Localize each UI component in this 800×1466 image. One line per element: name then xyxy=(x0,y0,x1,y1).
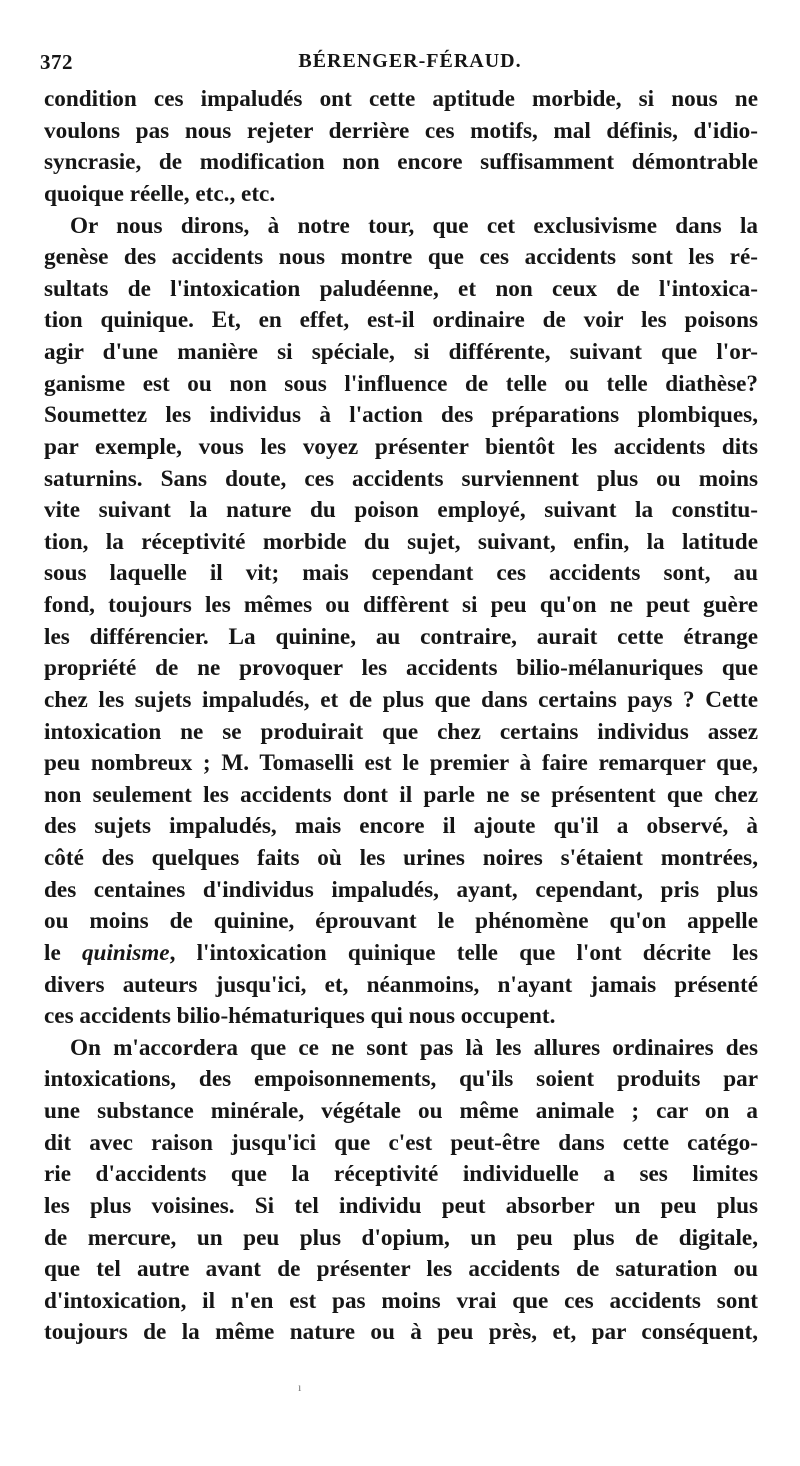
text-line: agir d'une manière si spéciale, si différente, suivant que l'or- xyxy=(44,339,758,365)
footer-mark: ı xyxy=(298,1380,302,1394)
text-line: voulons pas nous rejeter derrière ces motifs, mal définis, d'idio- xyxy=(44,117,758,144)
text-line: tion, la réceptivité morbide du sujet, suivant, enfin, la latitude xyxy=(44,528,758,555)
text-line: intoxication ne se produirait que chez certains individus assez xyxy=(44,718,758,745)
text-line: vite suivant la nature du poison employé, suivant la constitu- xyxy=(44,497,758,524)
text-line: fond, toujours les mêmes ou diffèrent si peu qu'on ne peut guère xyxy=(44,592,758,618)
text-line: une substance minérale, végétale ou même animale ; car on a xyxy=(44,1098,758,1124)
text-line: Soumettez les individus à l'action des préparations plombiques, xyxy=(44,402,758,429)
text-line: genèse des accidents nous montre que ces accidents sont les ré- xyxy=(44,244,758,271)
text-line: ou moins de quinine, éprouvant le phénomène qu'on appelle xyxy=(44,908,758,935)
text-run: le xyxy=(44,939,82,966)
paragraph-start-line: Or nous dirons, à notre tour, que cet exclusivisme dans la xyxy=(70,212,758,239)
text-line: des sujets impaludés, mais encore il ajoute qu'il a observé, à xyxy=(44,813,758,840)
running-head xyxy=(40,50,760,80)
text-line: condition ces impaludés ont cette aptitude morbide, si nous ne xyxy=(44,86,758,112)
italic-term: quinisme xyxy=(81,939,170,966)
text-line: côté des quelques faits où les urines noires s'étaient montrées, xyxy=(44,845,758,871)
text-line: sultats de l'intoxication paludéenne, et non ceux de l'intoxica- xyxy=(44,275,758,302)
text-line: des centaines d'individus impaludés, ayant, cependant, pris plus xyxy=(44,876,758,903)
text-line: dit avec raison jusqu'ici que c'est peut-être dans cette catégo- xyxy=(44,1129,758,1156)
text-line: chez les sujets impaludés, et de plus que dans certains pays ? Cette xyxy=(44,686,758,713)
text-line: d'intoxication, il n'en est pas moins vrai que ces accidents sont xyxy=(44,1287,758,1314)
text-line: les plus voisines. Si tel individu peut absorber un peu plus xyxy=(44,1192,758,1219)
paragraph-end-line: ces accidents bilio-hématuriques qui nous occupent. xyxy=(44,1003,556,1030)
text-line: les différencier. La quinine, au contraire, aurait cette étrange xyxy=(44,623,758,650)
text-line: propriété de ne provoquer les accidents bilio-mélanuriques que xyxy=(44,655,758,682)
running-title: BÉRENGER-FÉRAUD. xyxy=(298,50,522,72)
text-line: de mercure, un peu plus d'opium, un peu plus de digitale, xyxy=(44,1224,758,1251)
page-number: 372 xyxy=(40,50,73,74)
text-line: toujours de la même nature ou à peu près, et, par conséquent, xyxy=(44,1319,758,1346)
text-line: saturnins. Sans doute, ces accidents surviennent plus ou moins xyxy=(44,465,758,492)
text-line: sous laquelle il vit; mais cependant ces accidents sont, au xyxy=(44,560,758,587)
body-text xyxy=(44,84,758,1349)
text-line: peu nombreux ; M. Tomaselli est le premier à faire remarquer que, xyxy=(44,750,758,777)
text-line: par exemple, vous les voyez présenter bientôt les accidents dits xyxy=(44,433,758,460)
text-line: divers auteurs jusqu'ici, et, néanmoins, n'ayant jamais présenté xyxy=(44,971,758,998)
text-line: rie d'accidents que la réceptivité individuelle a ses limites xyxy=(44,1161,758,1188)
paragraph-start-line: On m'accordera que ce ne sont pas là les allures ordinaires des xyxy=(70,1034,758,1061)
text-run: , l'intoxication quinique telle que l'ont décrite les xyxy=(169,939,758,966)
text-line: syncrasie, de modification non encore suffisamment démontrable xyxy=(44,149,758,176)
text-line: ganisme est ou non sous l'influence de telle ou telle diathèse? xyxy=(44,370,758,397)
text-line: que tel autre avant de présenter les accidents de saturation ou xyxy=(44,1256,758,1283)
text-line: tion quinique. Et, en effet, est-il ordinaire de voir les poisons xyxy=(44,307,758,334)
text-line: intoxications, des empoisonnements, qu'ils soient produits par xyxy=(44,1066,758,1093)
text-line-with-italic xyxy=(44,938,758,970)
text-line: non seulement les accidents dont il parle ne se présentent que chez xyxy=(44,781,758,808)
paragraph-end-line: quoique réelle, etc., etc. xyxy=(44,180,276,207)
